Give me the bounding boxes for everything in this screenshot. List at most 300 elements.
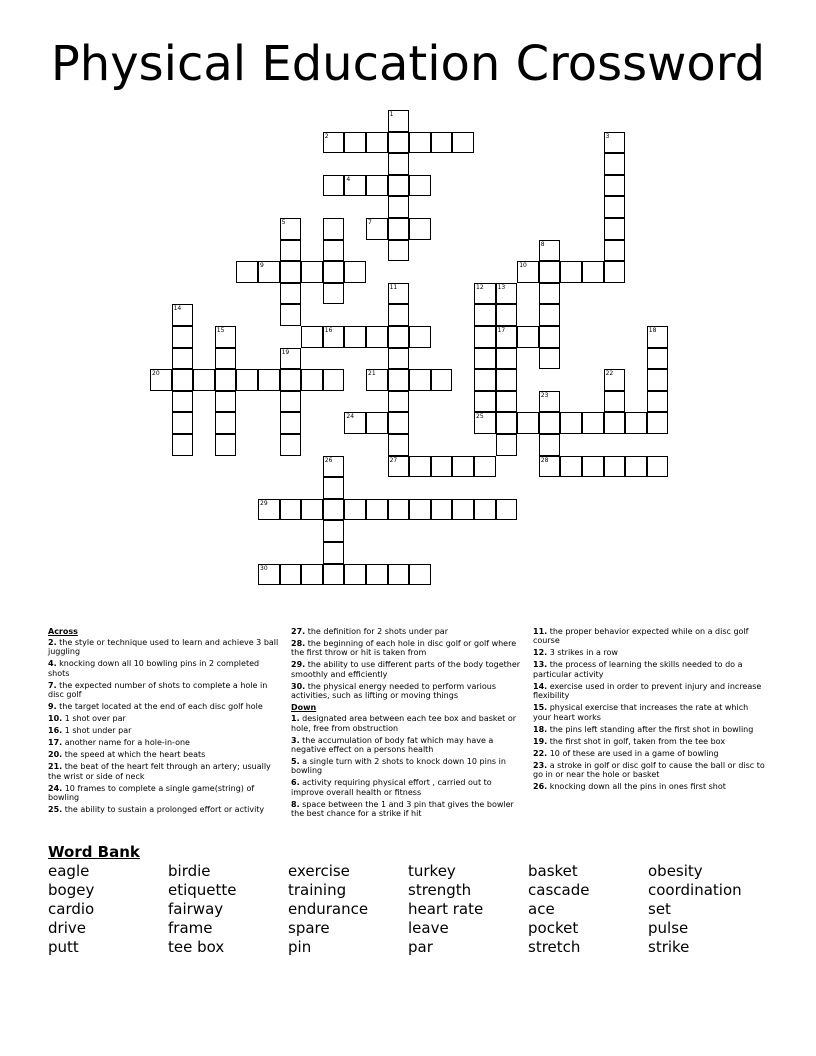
crossword-cell[interactable] <box>409 132 431 154</box>
crossword-cell[interactable] <box>366 132 388 154</box>
crossword-cell[interactable] <box>388 153 410 175</box>
crossword-cell[interactable] <box>301 499 323 521</box>
clue-number: 21 <box>368 370 376 378</box>
clue-number-label: 17. <box>48 738 63 748</box>
clue-number-label: 19. <box>533 736 548 746</box>
crossword-cell[interactable] <box>431 132 453 154</box>
crossword-cell[interactable] <box>172 369 194 391</box>
crossword-cell[interactable] <box>604 261 626 283</box>
clue-number-label: 28. <box>291 639 306 648</box>
crossword-cell[interactable] <box>647 369 669 391</box>
clue-number-label: 2. <box>48 637 57 647</box>
clue-number: 10 <box>519 262 527 270</box>
crossword-cell[interactable] <box>215 391 237 413</box>
clue-text: space between the 1 and 3 pin that gives the bowler the best chance for a strike if hit <box>291 799 514 819</box>
crossword-cell[interactable] <box>604 132 626 154</box>
crossword-cell[interactable] <box>474 369 496 391</box>
clue-number: 17 <box>497 327 506 334</box>
crossword-cell[interactable] <box>366 412 388 434</box>
crossword-cell[interactable] <box>452 499 474 521</box>
crossword-cell[interactable] <box>172 412 194 434</box>
clue <box>533 682 765 701</box>
word-bank-item: pin <box>288 938 312 956</box>
crossword-cell[interactable] <box>539 261 561 283</box>
clue <box>291 800 523 819</box>
word-bank-item: par <box>408 938 433 956</box>
crossword-cell[interactable] <box>301 326 323 348</box>
word-bank-item: training <box>288 881 347 899</box>
down-heading: Down <box>291 703 317 713</box>
clue-text: the beat of the heart felt through an artery; usually the wrist or side of neck <box>48 762 271 781</box>
crossword-cell[interactable] <box>301 369 323 391</box>
crossword-cell[interactable] <box>474 348 496 370</box>
clue <box>48 784 280 803</box>
clue-number: 1 <box>389 111 394 118</box>
word-bank-item: coordination <box>648 881 742 899</box>
crossword-cell[interactable] <box>280 434 302 456</box>
clue <box>48 726 280 735</box>
crossword-cell[interactable] <box>388 326 410 348</box>
clue <box>291 660 523 679</box>
crossword-cell[interactable] <box>323 261 345 283</box>
clue-text: 10 of these are used in a game of bowling <box>547 748 719 758</box>
crossword-cell[interactable] <box>344 132 366 154</box>
clue-number: 2 <box>324 132 329 140</box>
crossword-cell[interactable] <box>323 240 345 262</box>
crossword-cell[interactable] <box>323 175 345 197</box>
clue-number: 30 <box>260 564 268 572</box>
clue-number-label: 29. <box>291 660 306 670</box>
crossword-cell[interactable] <box>431 499 453 521</box>
clue-number-label: 16. <box>48 726 63 736</box>
word-bank-item: stretch <box>528 938 581 956</box>
word-bank-item: bogey <box>48 881 95 899</box>
crossword-cell[interactable] <box>388 304 410 326</box>
word-bank-item: pulse <box>648 919 689 937</box>
clue <box>48 762 280 781</box>
crossword-cell[interactable] <box>280 412 302 434</box>
clue-text: the style or technique used to learn and achieve 3 ball juggling <box>48 637 279 657</box>
clue-number-label: 27. <box>291 627 306 636</box>
down-clue-list <box>291 714 523 818</box>
clue-text: the pins left standing after the first shot in bowling <box>547 724 754 734</box>
clue-number-label: 10. <box>48 714 63 724</box>
clue-number: 16 <box>324 327 333 334</box>
word-bank-item: obesity <box>648 862 703 880</box>
word-bank-item: cascade <box>528 881 590 899</box>
crossword-cell[interactable] <box>388 218 410 240</box>
word-bank-item: strike <box>648 938 690 956</box>
crossword-cell[interactable] <box>215 434 237 456</box>
clue-number-label: 4. <box>48 659 57 669</box>
clue-text: knocking down all 10 bowling pins in 2 completed shots <box>48 659 260 678</box>
word-bank-item: etiquette <box>168 881 237 899</box>
clue <box>533 737 765 746</box>
crossword-cell[interactable] <box>323 283 345 305</box>
crossword-cell[interactable] <box>647 391 669 413</box>
clue-number-label: 23. <box>533 760 548 770</box>
crossword-cell[interactable] <box>388 499 410 521</box>
word-bank-item: ace <box>528 900 555 918</box>
crossword-cell[interactable] <box>539 240 561 262</box>
crossword-cell[interactable] <box>474 412 496 434</box>
clue-number-label: 11. <box>533 627 548 636</box>
clue <box>533 782 765 791</box>
clue-text: the expected number of shots to complete a hole in disc golf <box>48 680 268 700</box>
clue-text: the target located at the end of each disc golf hole <box>56 702 263 712</box>
crossword-cell[interactable] <box>388 132 410 154</box>
crossword-cell[interactable] <box>539 304 561 326</box>
crossword-cell[interactable] <box>409 175 431 197</box>
crossword-cell[interactable] <box>388 564 410 586</box>
clue-number: 9 <box>260 262 264 270</box>
crossword-cell[interactable] <box>474 326 496 348</box>
clue <box>291 736 523 755</box>
crossword-cell[interactable] <box>496 499 518 521</box>
crossword-cell[interactable] <box>366 499 388 521</box>
crossword-cell[interactable] <box>647 456 669 478</box>
clue-number-label: 26. <box>533 782 548 792</box>
word-bank-item: eagle <box>48 862 90 880</box>
crossword-cell[interactable] <box>172 304 194 326</box>
crossword-cell[interactable] <box>604 218 626 240</box>
crossword-cell[interactable] <box>344 261 366 283</box>
clue-number: 13 <box>497 283 506 291</box>
clue <box>48 750 280 759</box>
clue <box>291 682 523 701</box>
crossword-cell[interactable] <box>366 326 388 348</box>
clue <box>48 638 280 657</box>
crossword-cell[interactable] <box>236 369 258 391</box>
crossword-cell[interactable] <box>582 456 604 478</box>
crossword-cell[interactable] <box>193 369 215 391</box>
crossword-cell[interactable] <box>280 369 302 391</box>
across-clue-list <box>48 638 280 814</box>
clue-text: another name for a hole-in-one <box>62 738 190 748</box>
clue-number: 15 <box>216 327 225 334</box>
clue <box>533 627 765 646</box>
clue <box>48 805 280 814</box>
crossword-cell[interactable] <box>344 175 366 197</box>
clue-text: the speed at which the heart beats <box>62 750 206 760</box>
crossword-cell[interactable] <box>366 369 388 391</box>
crossword-cell[interactable] <box>496 304 518 326</box>
clue-number: 14 <box>173 305 182 313</box>
clue-number: 25 <box>476 413 484 421</box>
crossword-cell[interactable] <box>474 499 496 521</box>
crossword-cell[interactable] <box>409 456 431 478</box>
word-bank-item: set <box>648 900 671 918</box>
clue-number-label: 7. <box>48 680 57 690</box>
crossword-cell[interactable] <box>560 261 582 283</box>
clue-number-label: 18. <box>533 724 548 734</box>
crossword-cell[interactable] <box>280 240 302 262</box>
crossword-cell[interactable] <box>539 456 561 478</box>
crossword-cell[interactable] <box>172 348 194 370</box>
clue-number-label: 25. <box>48 804 63 814</box>
crossword-cell[interactable] <box>539 412 561 434</box>
crossword-cell[interactable] <box>388 434 410 456</box>
clue-number: 7 <box>368 219 372 226</box>
clue-text: 10 frames to complete a single game(string) of bowling <box>48 783 255 802</box>
crossword-cell[interactable] <box>323 477 345 499</box>
clue-text: the first shot in golf, taken from the tee box <box>547 736 726 746</box>
clue-text: a single turn with 2 shots to knock down 10 pins in bowling <box>291 756 506 776</box>
crossword-cell[interactable] <box>280 391 302 413</box>
clue-number: 4 <box>346 175 351 183</box>
clue-text: 1 shot under par <box>62 726 132 736</box>
clue-number-label: 14. <box>533 681 548 691</box>
clue <box>291 627 523 636</box>
crossword-cell[interactable] <box>452 132 474 154</box>
clue <box>48 702 280 711</box>
crossword-cell[interactable] <box>344 499 366 521</box>
clue <box>291 714 523 733</box>
crossword-cell[interactable] <box>496 283 518 305</box>
clue-number: 24 <box>346 413 355 421</box>
crossword-cell[interactable] <box>172 326 194 348</box>
word-bank-item: putt <box>48 938 79 956</box>
crossword-cell[interactable] <box>409 218 431 240</box>
word-bank-item: strength <box>408 881 472 899</box>
crossword-cell[interactable] <box>280 218 302 240</box>
crossword-cell[interactable] <box>625 456 647 478</box>
crossword-cell[interactable] <box>517 412 539 434</box>
clue-text: the beginning of each hole in disc golf or golf where the first throw or hit is taken from <box>291 639 517 658</box>
crossword-cell[interactable] <box>215 412 237 434</box>
crossword-cell[interactable] <box>388 412 410 434</box>
crossword-cell[interactable] <box>560 412 582 434</box>
crossword-cell[interactable] <box>388 175 410 197</box>
crossword-cell[interactable] <box>388 110 410 132</box>
clue-number: 5 <box>281 219 286 226</box>
word-bank-item: drive <box>48 919 86 937</box>
clue <box>48 681 280 700</box>
clue-column-3 <box>533 627 765 794</box>
crossword-cell[interactable] <box>496 434 518 456</box>
word-bank-item: pocket <box>528 919 579 937</box>
page-title: Physical Education Crossword <box>50 36 766 92</box>
clue-number-label: 15. <box>533 703 548 713</box>
crossword-cell[interactable] <box>323 520 345 542</box>
word-bank <box>48 862 788 962</box>
clue-number: 27 <box>389 456 398 464</box>
crossword-cell[interactable] <box>409 369 431 391</box>
crossword-cell[interactable] <box>409 499 431 521</box>
word-bank-item: leave <box>408 919 449 937</box>
crossword-cell[interactable] <box>388 283 410 305</box>
clue-column-2 <box>291 627 523 821</box>
crossword-cell[interactable] <box>604 412 626 434</box>
clue <box>533 749 765 758</box>
clue <box>291 778 523 797</box>
clue-text: activity requiring physical effort , carried out to improve overall health or fitness <box>291 778 492 797</box>
clue-text: the ability to sustain a prolonged effort or activity <box>62 804 265 814</box>
clue-number-label: 3. <box>291 735 300 745</box>
crossword-cell[interactable] <box>323 542 345 564</box>
clue-text: the physical energy needed to perform various activities, such as lifting or moving things <box>291 681 497 701</box>
crossword-cell[interactable] <box>409 564 431 586</box>
clue-number: 8 <box>540 240 545 248</box>
crossword-cell[interactable] <box>388 240 410 262</box>
clue-number-label: 9. <box>48 702 57 712</box>
clue-text: the accumulation of body fat which may have a negative effect on a persons health <box>291 735 494 754</box>
crossword-cell[interactable] <box>388 196 410 218</box>
clue-number-label: 12. <box>533 648 548 658</box>
crossword-cell[interactable] <box>474 304 496 326</box>
crossword-cell[interactable] <box>388 369 410 391</box>
crossword-cell[interactable] <box>431 369 453 391</box>
crossword-cell[interactable] <box>474 391 496 413</box>
crossword-cell[interactable] <box>258 261 280 283</box>
crossword-cell[interactable] <box>323 369 345 391</box>
crossword-cell[interactable] <box>323 326 345 348</box>
crossword-cell[interactable] <box>647 326 669 348</box>
clue-number: 12 <box>476 283 484 291</box>
crossword-cell[interactable] <box>604 369 626 391</box>
crossword-cell[interactable] <box>301 261 323 283</box>
crossword-cell[interactable] <box>539 391 561 413</box>
crossword-cell[interactable] <box>560 456 582 478</box>
crossword-cell[interactable] <box>215 326 237 348</box>
clue-text: 1 shot over par <box>62 714 126 724</box>
crossword-cell[interactable] <box>431 456 453 478</box>
crossword-cell[interactable] <box>496 391 518 413</box>
clue-text: a stroke in golf or disc golf to cause the ball or disc to go in or near the hole or basket <box>533 760 765 780</box>
crossword-cell[interactable] <box>625 412 647 434</box>
word-bank-item: endurance <box>288 900 369 918</box>
crossword-cell[interactable] <box>517 261 539 283</box>
clue-text: knocking down all the pins in ones first shot <box>547 782 726 792</box>
crossword-cell[interactable] <box>539 348 561 370</box>
crossword-cell[interactable] <box>344 412 366 434</box>
down-clue-list-continued <box>533 627 765 791</box>
clue <box>533 660 765 679</box>
crossword-cell[interactable] <box>366 564 388 586</box>
crossword-cell[interactable] <box>496 348 518 370</box>
clue <box>291 757 523 776</box>
crossword-cell[interactable] <box>647 348 669 370</box>
crossword-cell[interactable] <box>280 283 302 305</box>
clue-number: 22 <box>605 370 614 378</box>
crossword-cell[interactable] <box>582 412 604 434</box>
clue-text: the process of learning the skills needed to do a particular activity <box>533 660 743 679</box>
clue-text: designated area between each tee box and basket or hole, free from obstruction <box>291 714 517 733</box>
word-bank-item: tee box <box>168 938 225 956</box>
crossword-cell[interactable] <box>474 283 496 305</box>
crossword-cell[interactable] <box>647 412 669 434</box>
clue-number-label: 1. <box>291 714 300 724</box>
crossword-cell[interactable] <box>604 456 626 478</box>
crossword-cell[interactable] <box>215 369 237 391</box>
crossword-cell[interactable] <box>323 456 345 478</box>
word-bank-item: exercise <box>288 862 350 880</box>
crossword-cell[interactable] <box>604 196 626 218</box>
crossword-cell[interactable] <box>496 412 518 434</box>
clue-number: 19 <box>281 348 290 356</box>
crossword-cell[interactable] <box>258 369 280 391</box>
clue-number: 20 <box>152 370 160 378</box>
crossword-cell[interactable] <box>301 564 323 586</box>
crossword-cell[interactable] <box>172 391 194 413</box>
crossword-cell[interactable] <box>344 326 366 348</box>
clue <box>533 648 765 657</box>
crossword-cell[interactable] <box>323 218 345 240</box>
word-bank-title: Word Bank <box>48 843 140 861</box>
word-bank-item: fairway <box>168 900 224 918</box>
word-bank-item: basket <box>528 862 578 880</box>
crossword-cell[interactable] <box>280 304 302 326</box>
crossword-cell[interactable] <box>280 499 302 521</box>
crossword-cell[interactable] <box>323 132 345 154</box>
clue <box>533 725 765 734</box>
clue-number: 26 <box>324 456 333 464</box>
clue-number: 29 <box>260 499 268 507</box>
crossword-cell[interactable] <box>344 564 366 586</box>
word-bank-item: cardio <box>48 900 95 918</box>
crossword-cell[interactable] <box>539 326 561 348</box>
crossword-cell[interactable] <box>388 391 410 413</box>
clue-number-label: 5. <box>291 756 300 766</box>
across-heading: Across <box>48 627 78 636</box>
crossword-cell[interactable] <box>388 348 410 370</box>
crossword-cell[interactable] <box>280 261 302 283</box>
crossword-cell[interactable] <box>474 456 496 478</box>
crossword-cell[interactable] <box>258 499 280 521</box>
crossword-cell[interactable] <box>517 326 539 348</box>
word-bank-item: turkey <box>408 862 456 880</box>
crossword-cell[interactable] <box>452 456 474 478</box>
clue-number-label: 8. <box>291 799 300 809</box>
clue-text: the definition for 2 shots under par <box>305 627 448 636</box>
crossword-cell[interactable] <box>539 434 561 456</box>
crossword-cell[interactable] <box>258 564 280 586</box>
crossword-cell[interactable] <box>323 499 345 521</box>
clue-number: 3 <box>605 132 610 140</box>
crossword-cell[interactable] <box>366 175 388 197</box>
crossword-cell[interactable] <box>150 369 172 391</box>
crossword-cell[interactable] <box>604 391 626 413</box>
clue-number-label: 24. <box>48 783 63 793</box>
crossword-cell[interactable] <box>280 564 302 586</box>
crossword-cell[interactable] <box>215 348 237 370</box>
clue-number-label: 22. <box>533 748 548 758</box>
clue-number: 23 <box>540 391 549 399</box>
crossword-cell[interactable] <box>604 175 626 197</box>
crossword-cell[interactable] <box>496 326 518 348</box>
crossword-cell[interactable] <box>366 218 388 240</box>
clue-number-label: 30. <box>291 681 306 691</box>
crossword-cell[interactable] <box>280 348 302 370</box>
word-bank-item: frame <box>168 919 213 937</box>
crossword-cell[interactable] <box>604 153 626 175</box>
word-bank-item: spare <box>288 919 330 937</box>
crossword-cell[interactable] <box>496 369 518 391</box>
clue-number-label: 21. <box>48 762 63 772</box>
crossword-cell[interactable] <box>172 434 194 456</box>
clue <box>533 761 765 780</box>
across-clue-list-continued <box>291 627 523 701</box>
crossword-cell[interactable] <box>409 326 431 348</box>
crossword-cell[interactable] <box>582 261 604 283</box>
crossword-cell[interactable] <box>539 283 561 305</box>
clue-number-label: 20. <box>48 750 63 760</box>
crossword-cell[interactable] <box>604 240 626 262</box>
crossword-cell[interactable] <box>323 564 345 586</box>
clue-text: the ability to use different parts of the body together smoothly and efficiently <box>291 660 521 679</box>
crossword-cell[interactable] <box>388 456 410 478</box>
crossword-cell[interactable] <box>236 261 258 283</box>
